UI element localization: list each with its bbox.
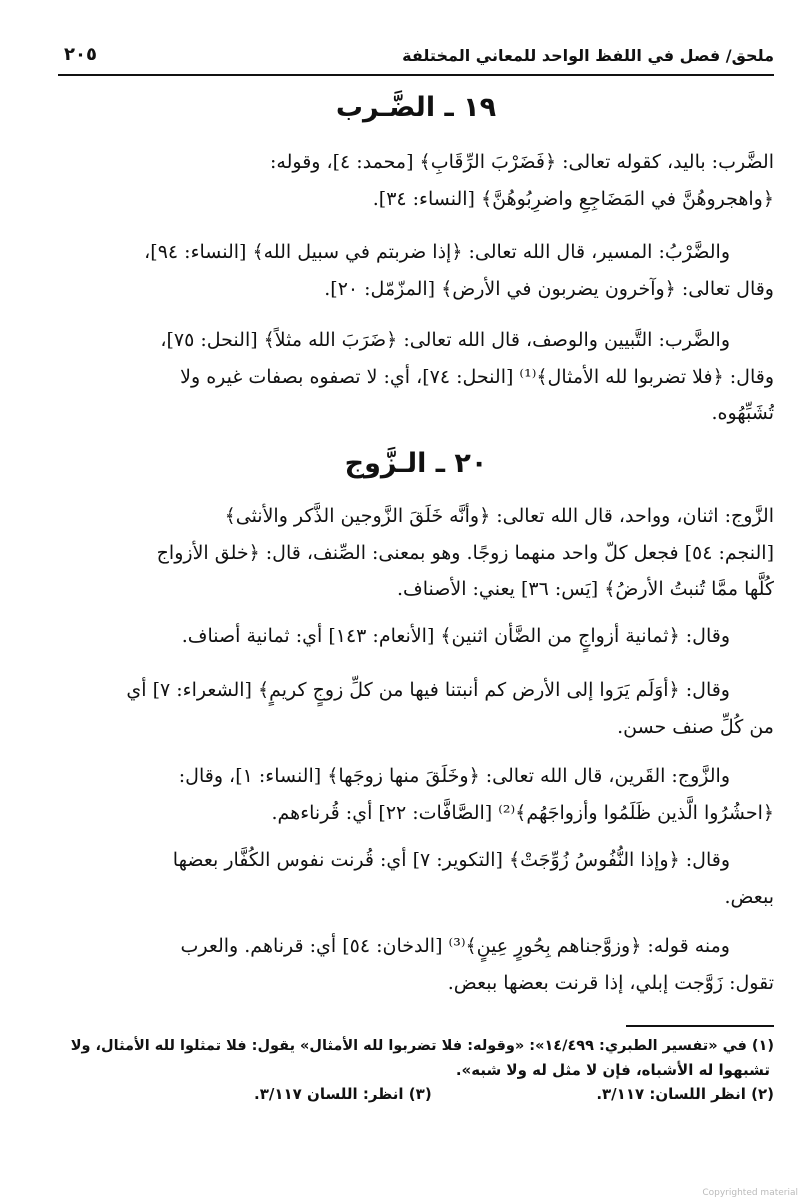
text-line: والضَّرْبُ: المسير، قال الله تعالى: ﴿إذا ضربتم في سبيل الله﴾ [النساء: ٩٤]، (144, 241, 730, 263)
paragraph (58, 618, 774, 655)
paragraph (58, 144, 774, 217)
text-line: الضَّرب: باليد، كقوله تعالى: ﴿فَضَرْبَ الرِّقَابِ﴾ [محمد: ٤]، وقوله: (270, 151, 774, 173)
running-title: ملحق/ فصل في اللفظ الواحد للمعاني المختلفة (402, 46, 774, 65)
text-line: ببعض. (724, 885, 774, 908)
paragraph (58, 758, 774, 831)
page-number: ٢٠٥ (64, 44, 97, 65)
text-line: ومنه قوله: ﴿وزوَّجناهم بِحُورٍ عِينٍ﴾⁽³⁾ [الدخان: ٥٤] أي: قرناهم. والعرب (180, 935, 730, 957)
watermark: Copyrighted material (702, 1188, 798, 1198)
text-line: وقال: ﴿وإذا النُّفُوسُ زُوِّجَتْ﴾ [التكوير: ٧] أي: قُرنت نفوس الكُفَّار بعضها (172, 849, 730, 871)
running-header (58, 40, 774, 76)
footnote-1-continued: تشبهوا له الأشباه، فإن لا مثل له ولا شبه». (455, 1061, 770, 1079)
paragraph (58, 234, 774, 307)
text-line: والضَّرب: التَّبيين والوصف، قال الله تعالى: ﴿ضَرَبَ الله مثلاً﴾ [النحل: ٧٥]، (160, 329, 730, 351)
book-page (58, 0, 774, 1200)
text-line: تُشَبِّهُوه. (711, 402, 774, 424)
text-line: ﴿واهجروهُنَّ في المَضَاجِعِ واضرِبُوهُنَّ﴾ [النساء: ٣٤]. (372, 187, 774, 210)
paragraph (58, 322, 774, 432)
text-line: تقول: زَوَّجت إبلي، إذا قرنت بعضها ببعض. (447, 971, 774, 994)
text-line: والزَّوج: القَرين، قال الله تعالى: ﴿وخَلَقَ منها زوجَها﴾ [النساء: ١]، وقال: (178, 765, 730, 787)
text-line: وقال تعالى: ﴿وآخرون يضربون في الأرض﴾ [المزّمّل: ٢٠]. (324, 277, 774, 300)
paragraph (58, 672, 774, 745)
text-line: وقال: ﴿ثمانية أزواجٍ من الضَّأن اثنين﴾ [الأنعام: ١٤٣] أي: ثمانية أصناف. (181, 625, 730, 647)
paragraph (58, 842, 774, 915)
text-line: وقال: ﴿أوَلَم يَرَوا إلى الأرض كم أنبتنا فيها من كلِّ زوجٍ كريمٍ﴾ [الشعراء: ٧] أي (126, 679, 730, 701)
footnote-1: (١) في «تفسير الطبري: ١٤/٤٩٩»: «وقوله: فلا تضربوا لله الأمثال» يقول: فلا تمثلوا لله الأمثال، ولا (70, 1038, 774, 1054)
paragraph (58, 928, 774, 1001)
text-line: الزَّوج: اثنان، وواحد، قال الله تعالى: ﴿وأنَّه خَلَقَ الزَّوجين الذَّكر والأنثى﴾ (224, 505, 774, 527)
footnote-2: (٢) انظر اللسان: ٣/١١٧. (596, 1085, 774, 1103)
text-line: من كُلِّ صنف حسن. (617, 715, 774, 738)
text-line: [النجم: ٥٤] فجعل كلّ واحد منهما زوجًا. وهو بمعنى: الصِّنف، قال: ﴿خلق الأزواج (156, 541, 774, 564)
section-title-darb: ١٩ ـ الضَّـرب (335, 92, 497, 123)
footnotes (58, 1034, 774, 1106)
footnote-divider (626, 1025, 774, 1027)
paragraph (58, 498, 774, 608)
footnote-row (254, 1082, 774, 1106)
text-line: كُلَّها ممَّا تُنبتُ الأرضُ﴾ [يَس: ٣٦] يعني: الأصناف. (396, 578, 774, 600)
text-line: وقال: ﴿فلا تضربوا لله الأمثال﴾⁽¹⁾ [النحل: ٧٤]، أي: لا تصفوه بصفات غيره ولا (180, 365, 774, 388)
text-line: ﴿احشُرُوا الَّذين ظَلَمُوا وأزواجَهُم﴾⁽²⁾ [الصَّافَّات: ٢٢] أي: قُرناءهم. (271, 801, 774, 824)
section-title-zawj: ٢٠ ـ الـزَّوج (344, 448, 488, 479)
footnote-3: (٣) انظر: اللسان ٣/١١٧. (254, 1085, 432, 1103)
